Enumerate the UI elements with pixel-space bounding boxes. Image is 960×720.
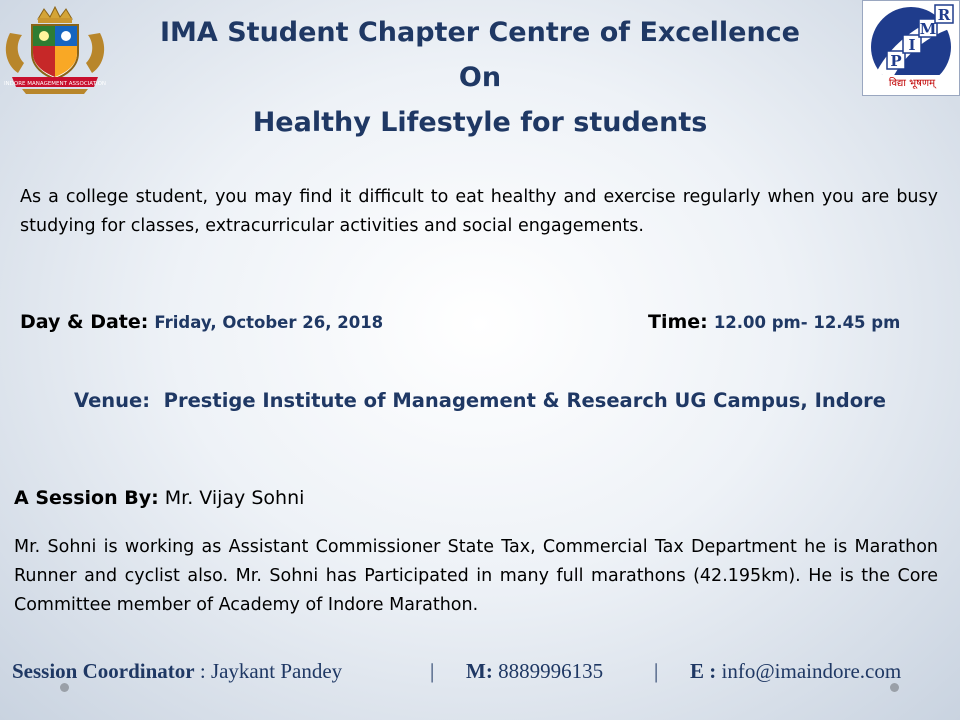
ima-crest-text: INDORE MANAGEMENT ASSOCIATION (3, 81, 107, 87)
speaker-bio: Mr. Sohni is working as Assistant Commissioner State Tax, Commercial Tax Department he is Marathon Runner and cyclist also. Mr. Sohni has Participated in many full marathons (42.195km). He is the Core Committee member of Academy of Indore Marathon. (14, 537, 938, 615)
footer-separator-1: | (430, 659, 435, 683)
event-time (648, 311, 900, 333)
email-value[interactable]: info@imaindore.com (716, 659, 902, 683)
venue-value: Prestige Institute of Management & Research UG Campus, Indore (163, 389, 886, 412)
title-line-3: Healthy Lifestyle for students (252, 107, 708, 138)
pimr-motto: विद्या भूषणम् (888, 78, 936, 89)
speaker-label: A Session By: (14, 487, 159, 509)
mobile-value: 8889996135 (492, 659, 604, 683)
title-line-2: On (458, 62, 502, 93)
title-line-1: IMA Student Chapter Centre of Excellence (160, 17, 800, 48)
page-title (0, 10, 960, 145)
email (690, 659, 901, 684)
pimr-letter-p: P (890, 52, 902, 70)
speaker-name: Mr. Vijay Sohni (164, 487, 305, 509)
coordinator (12, 659, 342, 684)
venue-label: Venue: (74, 389, 151, 412)
event-venue (0, 389, 960, 412)
footer-separator-2: | (654, 659, 659, 683)
intro-paragraph: As a college student, you may find it difficult to eat healthy and exercise regularly when you are busy studying for classes, extracurricular activities and social engagements. (20, 187, 938, 236)
time-value: 12.00 pm- 12.45 pm (713, 313, 901, 332)
slide-dot-right (890, 683, 899, 692)
coordinator-value: : Jaykant Pandey (194, 659, 343, 683)
session-speaker (14, 487, 304, 509)
pimr-letter-r: R (937, 6, 951, 24)
date-label: Day & Date: (20, 311, 149, 333)
mobile-label: M: (466, 659, 493, 683)
time-label: Time: (648, 311, 708, 333)
email-label: E : (690, 659, 717, 683)
slide-dot-left (60, 683, 69, 692)
date-value: Friday, October 26, 2018 (154, 313, 384, 332)
mobile (466, 659, 603, 684)
event-date (20, 311, 383, 333)
coordinator-label: Session Coordinator (12, 659, 195, 683)
pimr-letter-m: M (919, 20, 937, 38)
pimr-letter-i: I (908, 36, 916, 54)
